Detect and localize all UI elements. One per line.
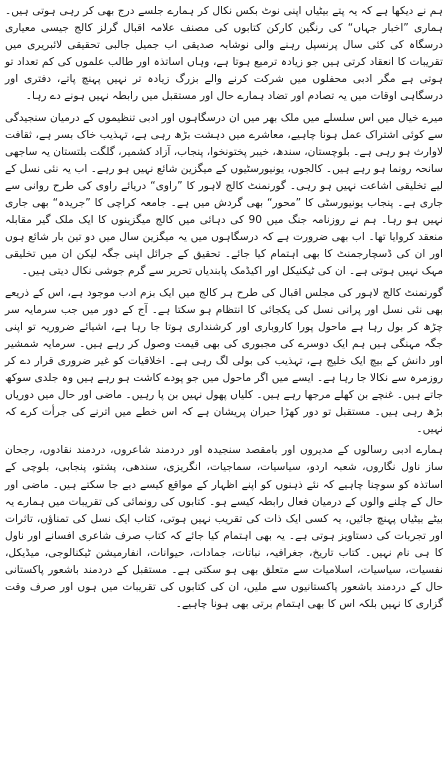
article-paragraph-4: ہمارے ادبی رسالوں کے مدیروں اور بامقصد سنجیدہ اور دردمند شاعروں، دردمند نقادوں، رجحان ساز ناول نگاروں، شعبہ اردو، سیاسیات، سماجیات، انگریزی، سندھی، پشتو، پنجابی، بلوچی کے اساتذہ کو سوچنا چاہیے کہ نئے ذہنوں کو اپنے اظہار کے مواقع کیسے دیے جا سکتے ہیں۔ ماضی اور حال کے چلنے والوں کے درمیان فعال رابطہ کیسے ہو۔ کتابوں کی رونمائی کی تقریبات میں ہمارے یہ بیٹے بیٹیاں پہنچ جائیں، یہ کسی ایک ذات کی تقریب نہیں ہوتی، کتاب ایک نسل کی تمناؤں، تاثرات اور تجربات کی دستاویز ہوتی ہے۔ یہ بھی اہتمام کیا جائے کہ کتاب صرف شاعری افسانے اور ناول کا ہی نام نہیں۔ کتاب تاریخ، جغرافیہ، نباتات، جمادات، حیوانات، انفارمیشن ٹیکنالوجی، میڈیکل، نفسیات، سیاسیات، اسلامیات سے متعلق بھی ہو سکتی ہے۔ مستقبل کے دردمند باشعور پاکستانی حال کے دردمند باشعور پاکستانیوں سے ملیں، ان کی کتابوں کی تقریبات میں ہوں اور صرف وقت گزاری کا نہیں بلکہ اس کا بھی اہتمام برتی بھی ہونا چاہیے۔ bbox=[5, 444, 443, 611]
article-paragraph-1: ہم نے دیکھا ہے کہ یہ پتے بیٹیاں اپنی نوٹ بکس نکال کر ہمارے جلسے درج بھی کر رہی ہوتی ہیں۔ ہماری ”اخبار جہاں“ کی رنگین کارکن کتابوں کی مصنف علامہ اقبال گرلز کالج جیسی معیاری درسگاہ کی کئی سال پرنسپل رہنے والی نوشابہ صدیقی اب جمیل جالبی تحقیقی لائبریری میں تقریبات کا انعقاد کرتی ہیں جو زیادہ ترمیع ہوتا ہے، وہاں اساتذہ اور طالب علموں کی کم تعداد تو ہوتی ہے مگر ادبی محفلوں میں شرکت کرنے والے بزرگ زیادہ تر نہیں پہنچ پاتے، دفتری اور درسگاہی اوقات میں یہ تصادم اور تضاد ہمارے حال اور مستقبل میں رابطہ نہیں ہونے دے رہا۔ bbox=[5, 5, 443, 103]
article-paragraph-3: گورنمنٹ کالج لاہور کی مجلس اقبال کی طرح ہر کالج میں ایک بزم ادب موجود ہے، اس کے ذریعے بھی نئی نسل اور پرانی نسل کی یکجائی کا انتظام ہو سکتا ہے۔ آج کے دور میں جب سرمایہ سر چڑھ کر بول رہا ہے ماحول پورا کاروباری اور کرشنداری ہوتا جا رہا ہے، اشیائے ضروریہ تو اپنی جگہ مہنگی ہیں ہم ایک دوسرے کی مجبوری کی بھی قیمت وصول کر رہے ہیں۔ سرمایہ شمشیر اور دانش کے بیچ ایک خلیج ہے، تہذیب کی بولی لگ رہی ہے۔ اخلاقیات کو غیر ضروری قرار دے کر روزمرہ سے نکالا جا رہا ہے۔ ایسے میں اگر ماحول میں جو پودے کاشت ہو رہے ہیں وہ جلدی سوکھ جاتے ہیں۔ غنچے بن کھلے مرجھا رہے ہیں۔ کلیاں پھول نہیں بن پا رہیں۔ ماضی اور حال میں دوریاں بڑھ رہی ہیں۔ مستقبل تو دور کھڑا حیران پریشان ہے کہ اس خطے میں اترنے کی جرأت کرے کہ نہیں۔ bbox=[5, 286, 443, 436]
article-paragraph-2: میرے خیال میں اس سلسلے میں ملک بھر میں ان درسگاہوں اور ادبی تنظیموں کے درمیان سنجیدگی سے کوئی اشتراک عمل ہونا چاہیے، معاشرے میں دہشت بڑھ رہی ہے، تہذیب خاک بسر ہے، ثقافت لاوارث ہو رہی ہے۔ بلوچستان، سندھ، خیبر پختونخوا، پنجاب، آزاد کشمیر، گلگت بلتستان یہ ساجھی سانحہ رونما ہو رہے ہیں۔ کالجوں، یونیورسٹیوں کے میگزین شائع نہیں ہو رہے۔ اب یہ نئی نسل کے لیے تخلیقی اشاعت نہیں ہو رہی۔ گورنمنٹ کالج لاہور کا ”راوی“ دریائے راوی کی طرح روانی سے جاری ہے۔ پنجاب یونیورسٹی کا ”محور“ بھی گردش میں ہے۔ جامعہ کراچی کا ”جریدہ“ بھی جاری نہیں ہو رہا۔ ہم نے روزنامہ جنگ میں 90 کی دہائی میں کالج میگزینوں کا ایک ملک گیر مقابلہ منعقد کروایا تھا۔ اب بھی ضرورت ہے کہ درسگاہوں میں یہ میگزین سال میں دو تین بار شائع ہوں اور ان کی ڈسچارجمنٹ کا بھی اہتمام کیا جائے۔ تحقیق کے جرائل اپنی جگہ لیکن ان میں تخلیقی مہک نہیں ہوتی ہے۔ ان کی ٹیکنیکل اور اکیڈمک پابندیاں تحریر سے گرم جوشی نکال دیتی ہیں۔ bbox=[5, 111, 443, 278]
